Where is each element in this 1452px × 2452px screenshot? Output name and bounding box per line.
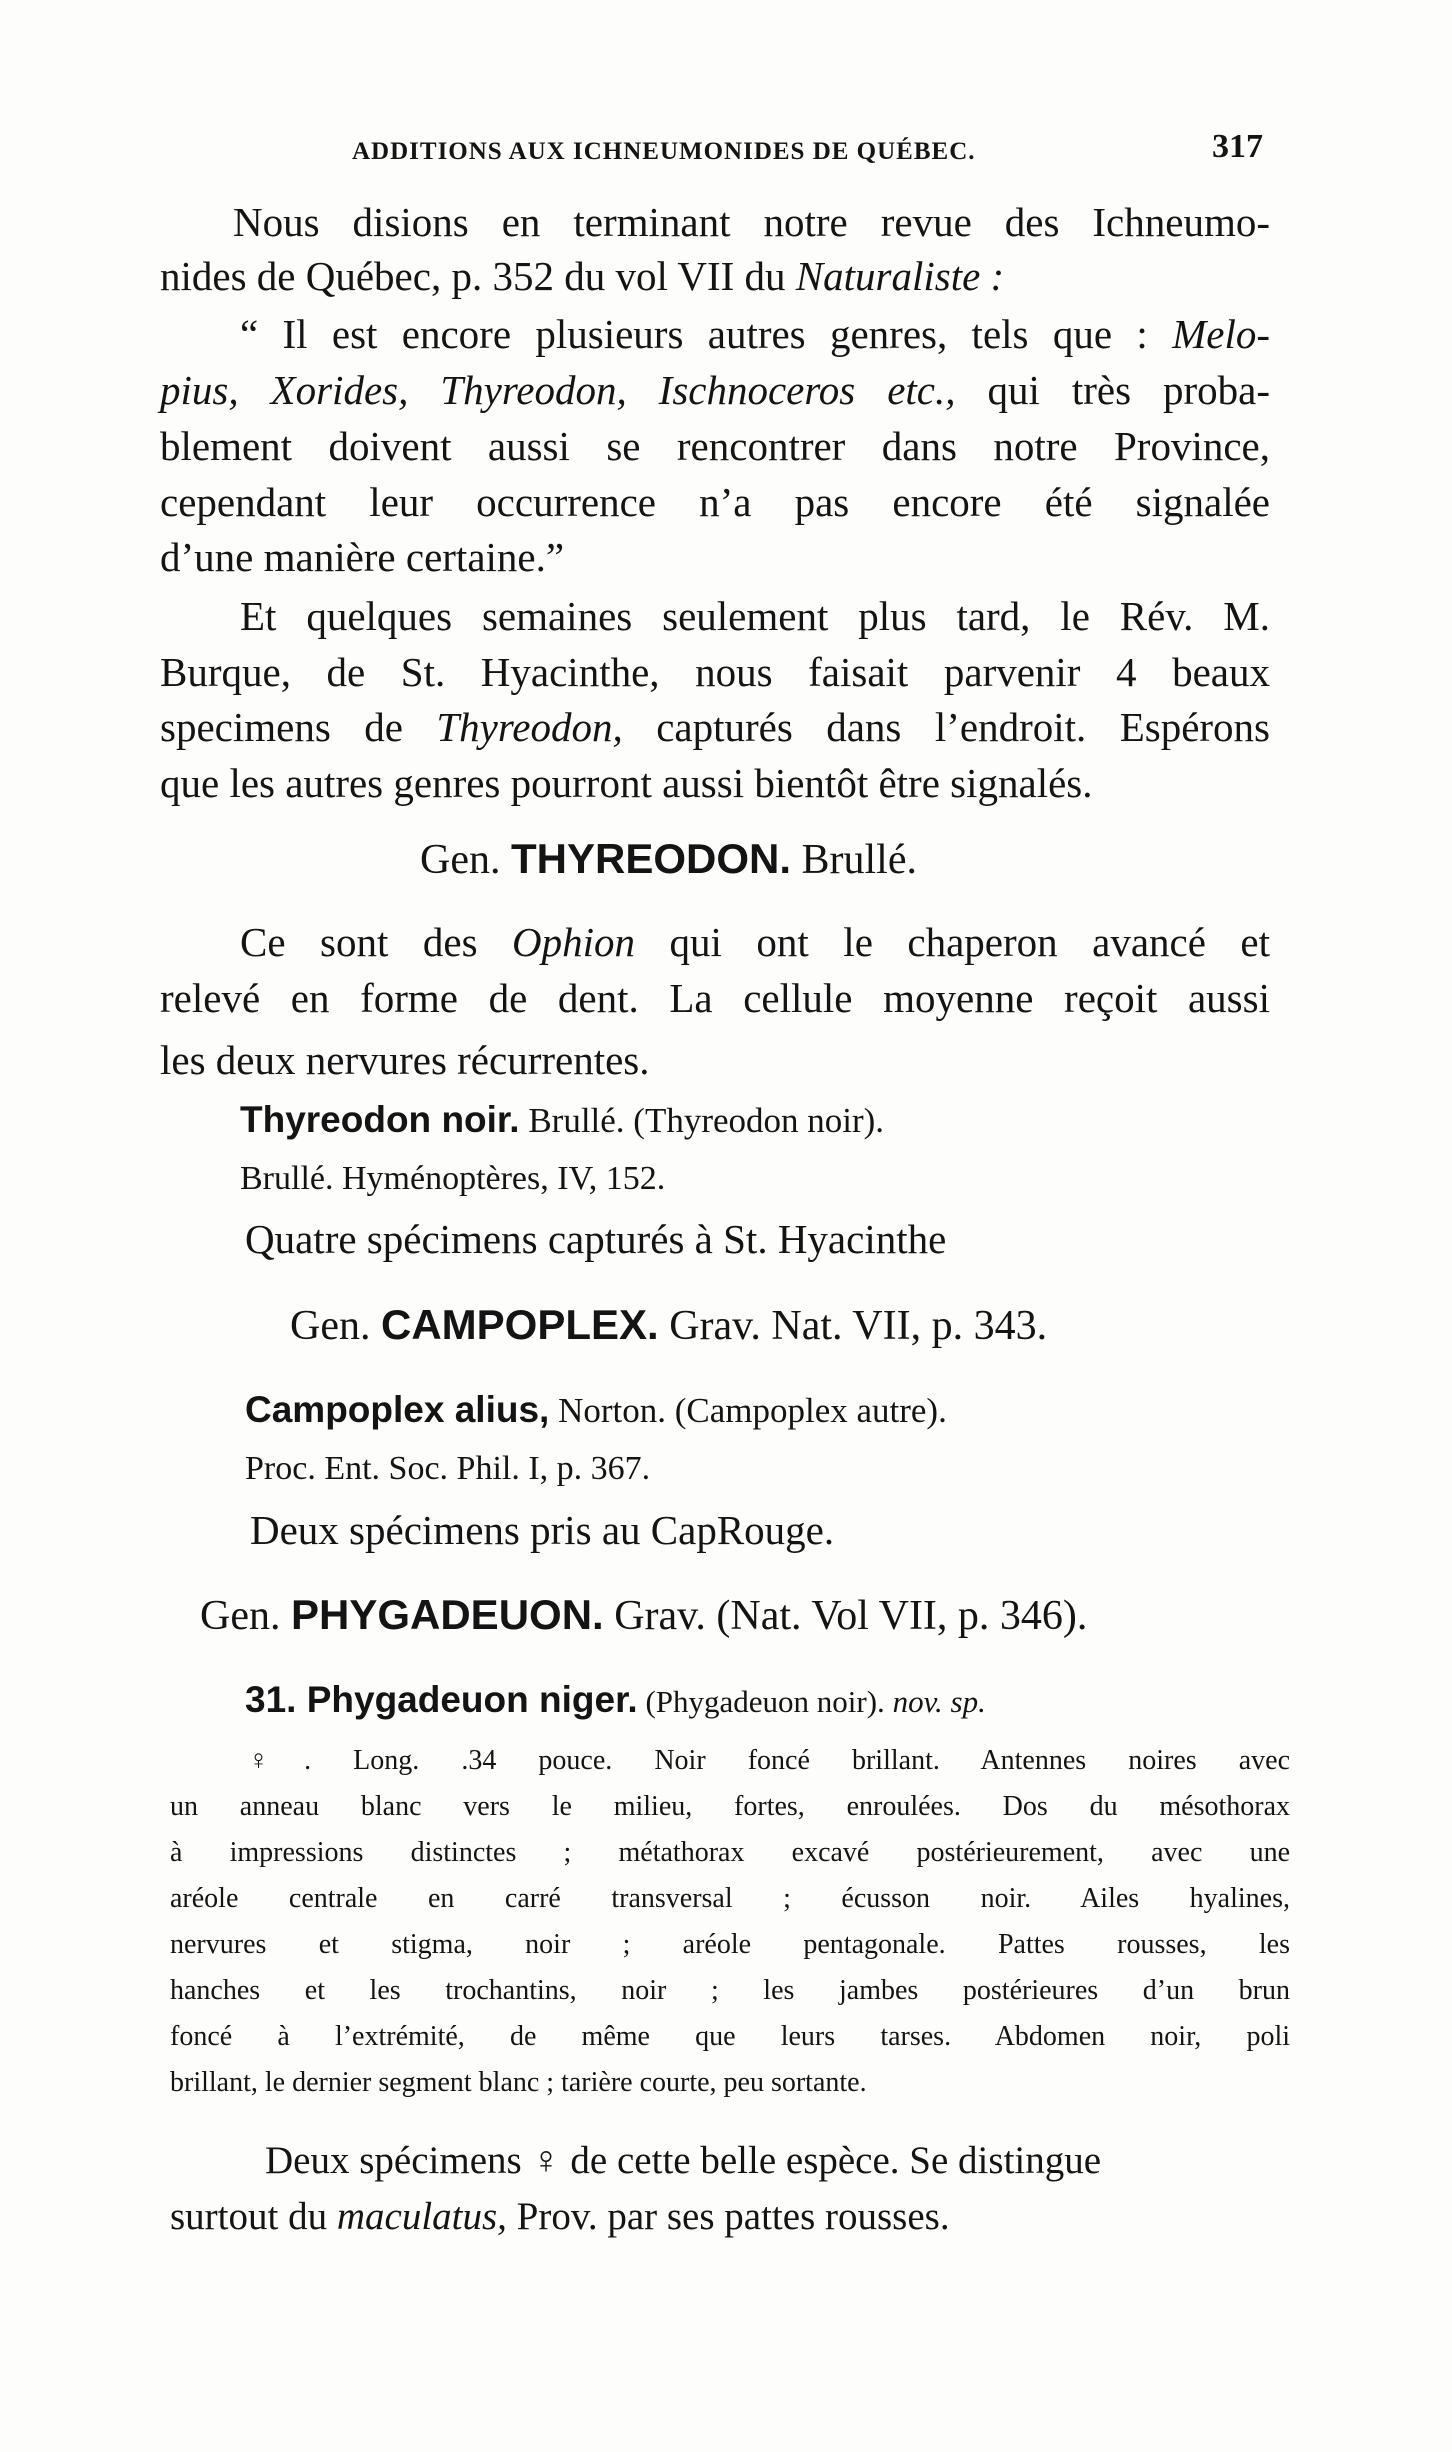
text-line: “ Il est encore plusieurs autres genres, tels que : Melo-: [240, 311, 1270, 357]
text-line: à impressions distinctes ; métathorax excavé postérieurement, avec une: [170, 1837, 1290, 1868]
text-line: Et quelques semaines seulement plus tard, le Rév. M.: [240, 593, 1270, 639]
species-reference: Brullé. Hyménoptères, IV, 152.: [240, 1160, 666, 1197]
text-line: hanches et les trochantins, noir ; les jambes postérieures d’un brun: [170, 1975, 1290, 2006]
text-line: nervures et stigma, noir ; aréole pentagonale. Pattes rousses, les: [170, 1929, 1290, 1960]
running-header: ADDITIONS AUX ICHNEUMONIDES DE QUÉBEC.: [352, 138, 976, 165]
specimen-note: Deux spécimens pris au CapRouge.: [250, 1507, 835, 1553]
text-line: pius, Xorides, Thyreodon, Ischnoceros etc., qui très proba-: [160, 367, 1271, 413]
species-entry: Thyreodon noir. Brullé. (Thyreodon noir).: [240, 1099, 885, 1140]
text-line: que les autres genres pourront aussi bientôt être signalés.: [160, 760, 1093, 806]
text-line: Nous disions en terminant notre revue des Ichneumo-: [233, 199, 1270, 245]
text-line: Ce sont des Ophion qui ont le chaperon avancé et: [240, 919, 1270, 965]
text-line: Burque, de St. Hyacinthe, nous faisait parvenir 4 beaux: [160, 649, 1270, 695]
text-line: surtout du maculatus, Prov. par ses pattes rousses.: [170, 2195, 950, 2238]
text-line: un anneau blanc vers le milieu, fortes, enroulées. Dos du mésothorax: [170, 1791, 1290, 1822]
text-line: aréole centrale en carré transversal ; écusson noir. Ailes hyalines,: [170, 1883, 1290, 1914]
text-line: nides de Québec, p. 352 du vol VII du Naturaliste :: [160, 253, 1005, 299]
genus-heading: Gen. THYREODON. Brullé.: [420, 835, 917, 883]
genus-heading: Gen. PHYGADEUON. Grav. (Nat. Vol VII, p. 346).: [200, 1591, 1088, 1639]
species-reference: Proc. Ent. Soc. Phil. I, p. 367.: [245, 1450, 651, 1487]
species-entry: Campoplex alius, Norton. (Campoplex autre).: [245, 1389, 947, 1430]
text-line: d’une manière certaine.”: [160, 534, 565, 580]
text-line: les deux nervures récurrentes.: [160, 1037, 650, 1083]
species-entry: 31. Phygadeuon niger. (Phygadeuon noir). nov. sp.: [245, 1679, 986, 1720]
text-line: foncé à l’extrémité, de même que leurs tarses. Abdomen noir, poli: [170, 2021, 1290, 2052]
page-number: 317: [1212, 128, 1263, 165]
text-line: blement doivent aussi se rencontrer dans notre Province,: [160, 423, 1270, 469]
text-line: ♀. Long. .34 pouce. Noir foncé brillant. Antennes noires avec: [248, 1745, 1290, 1776]
genus-heading: Gen. CAMPOPLEX. Grav. Nat. VII, p. 343.: [290, 1301, 1048, 1349]
text-line: cependant leur occurrence n’a pas encore été signalée: [160, 479, 1270, 525]
text-line: specimens de Thyreodon, capturés dans l’endroit. Espérons: [160, 704, 1271, 750]
text-line: brillant, le dernier segment blanc ; tarière courte, peu sortante.: [170, 2067, 867, 2098]
specimen-note: Quatre spécimens capturés à St. Hyacinthe: [245, 1216, 947, 1262]
text-line: Deux spécimens ♀ de cette belle espèce. Se distingue: [265, 2139, 1102, 2182]
text-line: relevé en forme de dent. La cellule moyenne reçoit aussi: [160, 975, 1270, 1021]
